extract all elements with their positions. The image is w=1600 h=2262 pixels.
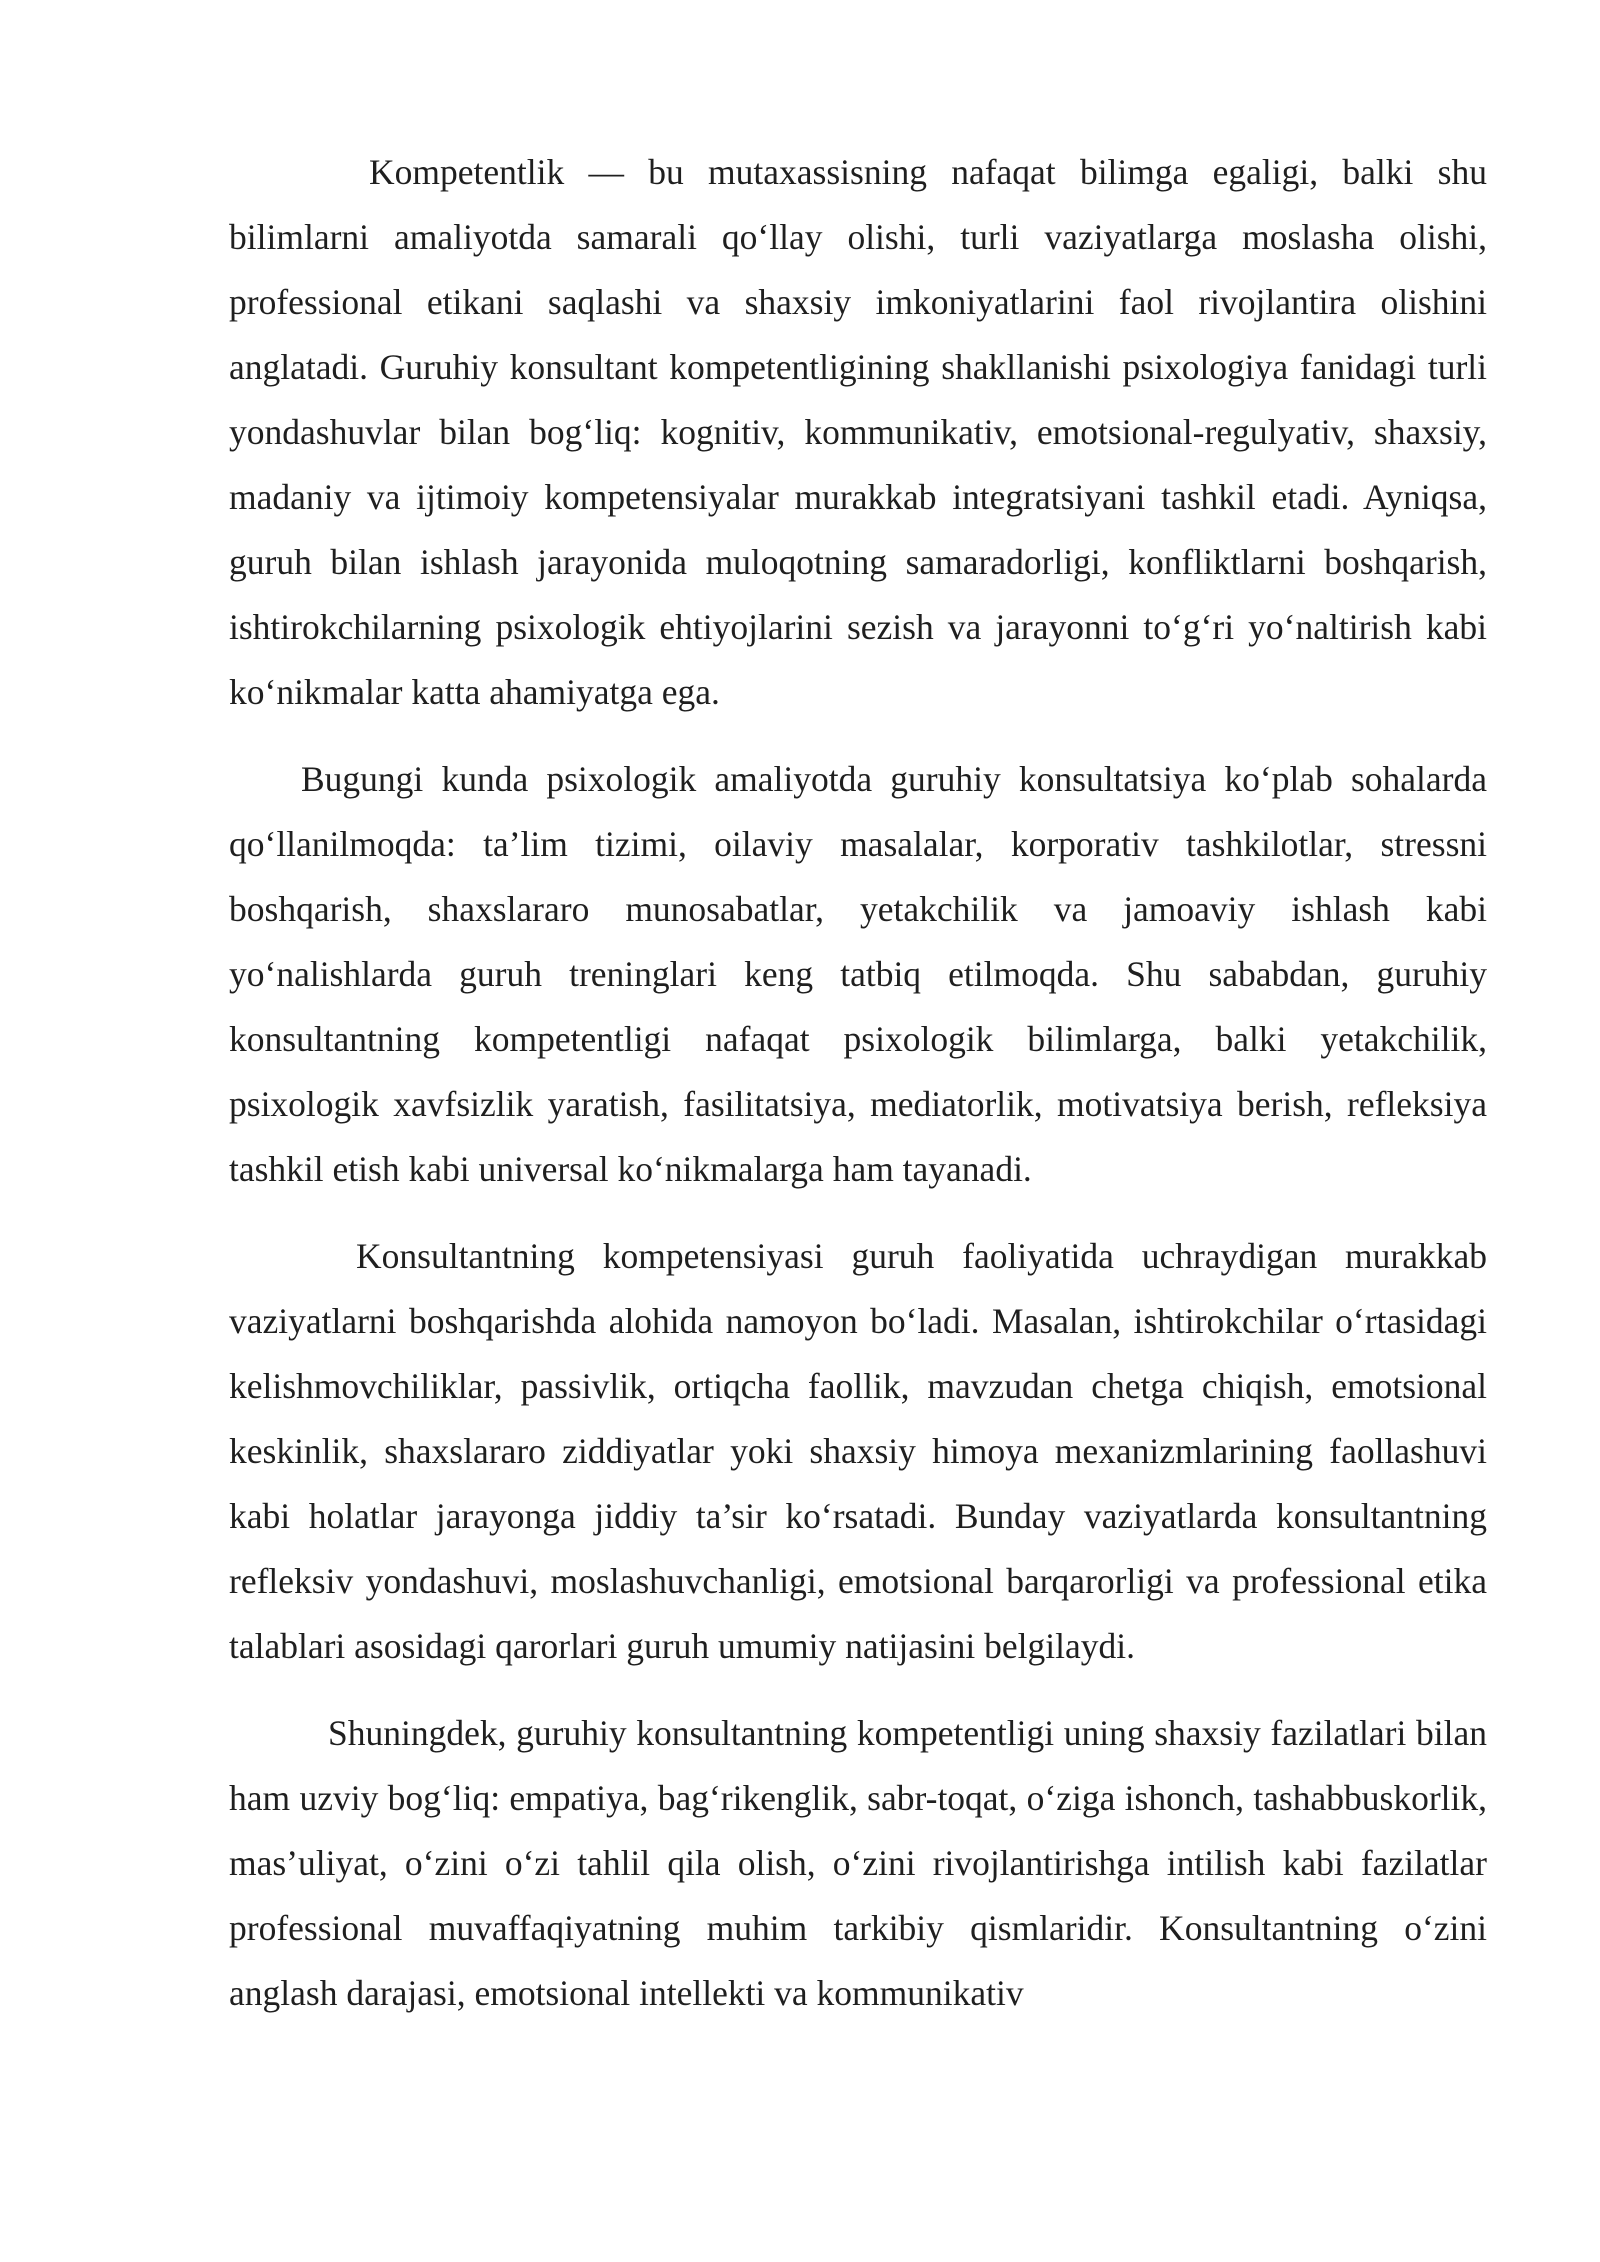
paragraph-complex-situations: Konsultantning kompetensiyasi guruh faoliyatida uchraydigan murakkab vaziyatlarni boshqarishda alohida namoyon bo‘ladi. Masalan, ishtirokchilar o‘rtasidagi kelishmovchiliklar, passivlik, ortiqcha faollik, mavzudan chetga chiqish, emotsional keskinlik, shaxslararo ziddiyatlar yoki shaxsiy himoya mexanizmlarining faollashuvi kabi holatlar jarayonga jiddiy ta’sir ko‘rsatadi. Bunday vaziyatlarda konsultantning refleksiv yondashuvi, moslashuvchanligi, emotsional barqarorligi va professional etika talablari asosidagi qarorlari guruh umumiy natijasini belgilaydi. <box>229 1236 1487 1666</box>
paragraph-personal-qualities: Shuningdek, guruhiy konsultantning kompetentligi uning shaxsiy fazilatlari bilan ham uzviy bog‘liq: empatiya, bag‘rikenglik, sabr-toqat, o‘ziga ishonch, tashabbuskorlik, mas’uliyat, o‘zini o‘zi tahlil qila olish, o‘zini rivojlantirishga intilish kabi fazilatlar professional muvaffaqiyatning muhim tarkibiy qismlaridir. Konsultantning o‘zini anglash darajasi, emotsional intellekti va kommunikativ <box>229 1713 1487 2013</box>
document-body <box>229 140 1487 2048</box>
paragraph-competence-definition: Kompetentlik — bu mutaxassisning nafaqat bilimga egaligi, balki shu bilimlarni amaliyotda samarali qo‘llay olishi, turli vaziyatlarga moslasha olishi, professional etikani saqlashi va shaxsiy imkoniyatlarini faol rivojlantira olishini anglatadi. Guruhiy konsultant kompetentligining shakllanishi psixologiya fanidagi turli yondashuvlar bilan bog‘liq: kognitiv, kommunikativ, emotsional-regulyativ, shaxsiy, madaniy va ijtimoiy kompetensiyalar murakkab integratsiyani tashkil etadi. Ayniqsa, guruh bilan ishlash jarayonida muloqotning samaradorligi, konfliktlarni boshqarish, ishtirokchilarning psixologik ehtiyojlarini sezish va jarayonni to‘g‘ri yo‘naltirish kabi ko‘nikmalar katta ahamiyatga ega. <box>229 152 1487 712</box>
paragraph-group-consultation-areas: Bugungi kunda psixologik amaliyotda guruhiy konsultatsiya ko‘plab sohalarda qo‘llanilmoqda: ta’lim tizimi, oilaviy masalalar, korporativ tashkilotlar, stressni boshqarish, shaxslararo munosabatlar, yetakchilik va jamoaviy ishlash kabi yo‘nalishlarda guruh treninglari keng tatbiq etilmoqda. Shu sababdan, guruhiy konsultantning kompetentligi nafaqat psixologik bilimlarga, balki yetakchilik, psixologik xavfsizlik yaratish, fasilitatsiya, mediatorlik, motivatsiya berish, refleksiya tashkil etish kabi universal ko‘nikmalarga ham tayanadi. <box>229 759 1487 1189</box>
